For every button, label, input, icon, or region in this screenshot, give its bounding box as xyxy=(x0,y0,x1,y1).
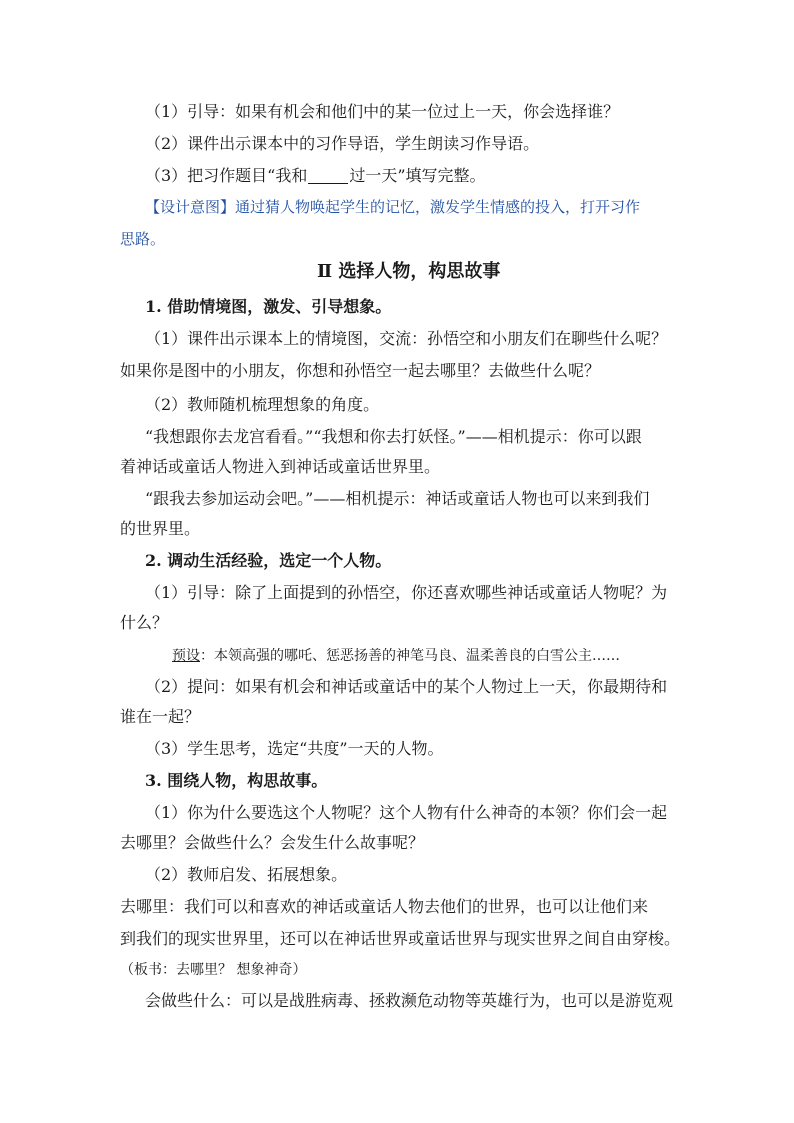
step-1-para-1b: 如果你是图中的小朋友，你想和孙悟空一起去哪里？去做些什么呢？ xyxy=(120,361,601,380)
preset-text: ：本领高强的哪吒、惩恶扬善的神笔马良、温柔善良的白雪公主…… xyxy=(200,648,620,664)
fill-blank-line xyxy=(308,167,348,184)
where-paragraph-b: 到我们的现实世界里，还可以在神话世界或童话世界与现实世界之间自由穿梭。 xyxy=(120,929,681,948)
step-2-para-3: （3）学生思考，选定“共度”一天的人物。 xyxy=(145,739,444,758)
board-note: （板书：去哪里？ 想象神奇） xyxy=(120,962,307,978)
step-1-heading: 1. 借助情境图，激发、引导想象。 xyxy=(145,297,392,316)
step-1-quote-2a: “跟我去参加运动会吧。”——相机提示：神话或童话人物也可以来到我们 xyxy=(145,489,650,508)
fill-title-before: （3）把习作题目“我和 xyxy=(145,166,308,185)
paragraph-guide-choose: （1）引导：如果有机会和他们中的某一位过上一天，你会选择谁？ xyxy=(145,102,620,121)
step-2-para-1b: 什么？ xyxy=(120,613,169,632)
fill-title-after: 过一天”填写完整。 xyxy=(349,166,486,185)
step-1-quote-1b: 着神话或童话人物进入到神话或童话世界里。 xyxy=(120,457,441,476)
preset-label: 预设 xyxy=(172,648,200,664)
step-2-para-1a: （1）引导：除了上面提到的孙悟空，你还喜欢哪些神话或童话人物呢？为 xyxy=(145,583,668,602)
step-2-heading: 2. 调动生活经验，选定一个人物。 xyxy=(145,551,392,570)
section-title: Ⅱ 选择人物，构思故事 xyxy=(317,261,501,282)
step-1-para-1a: （1）课件出示课本上的情境图，交流：孙悟空和小朋友们在聊些什么呢？ xyxy=(145,329,668,348)
step-2-para-2b: 谁在一起？ xyxy=(120,707,201,726)
step-1-para-2: （2）教师随机梳理想象的角度。 xyxy=(145,395,380,414)
step-3-heading: 3. 围绕人物，构思故事。 xyxy=(145,771,328,790)
step-2-para-2a: （2）提问：如果有机会和神话或童话中的某个人物过上一天，你最期待和 xyxy=(145,677,668,696)
paragraph-courseware-intro: （2）课件出示课本中的习作导语，学生朗读习作导语。 xyxy=(145,134,540,153)
step-1-quote-1a: “我想跟你去龙宫看看。”“我想和你去打妖怪。”——相机提示：你可以跟 xyxy=(145,427,642,446)
step-3-para-1b: 去哪里？会做些什么？会发生什么故事呢？ xyxy=(120,833,425,852)
design-intent-line-1: 【设计意图】通过猜人物唤起学生的记忆，激发学生情感的投入，打开习作 xyxy=(145,198,641,216)
step-3-para-1a: （1）你为什么要选这个人物呢？这个人物有什么神奇的本领？你们会一起 xyxy=(145,803,668,822)
paragraph-fill-title xyxy=(145,165,486,187)
step-1-quote-2b: 的世界里。 xyxy=(120,519,201,538)
do-what-paragraph: 会做些什么：可以是战胜病毒、拯救濒危动物等英雄行为，也可以是游览观 xyxy=(145,991,674,1010)
step-3-para-2: （2）教师启发、拓展想象。 xyxy=(145,865,348,884)
where-paragraph-a: 去哪里：我们可以和喜欢的神话或童话人物去他们的世界，也可以让他们来 xyxy=(120,897,649,916)
design-intent-line-2: 思路。 xyxy=(120,230,166,248)
preset-answer xyxy=(172,645,620,667)
